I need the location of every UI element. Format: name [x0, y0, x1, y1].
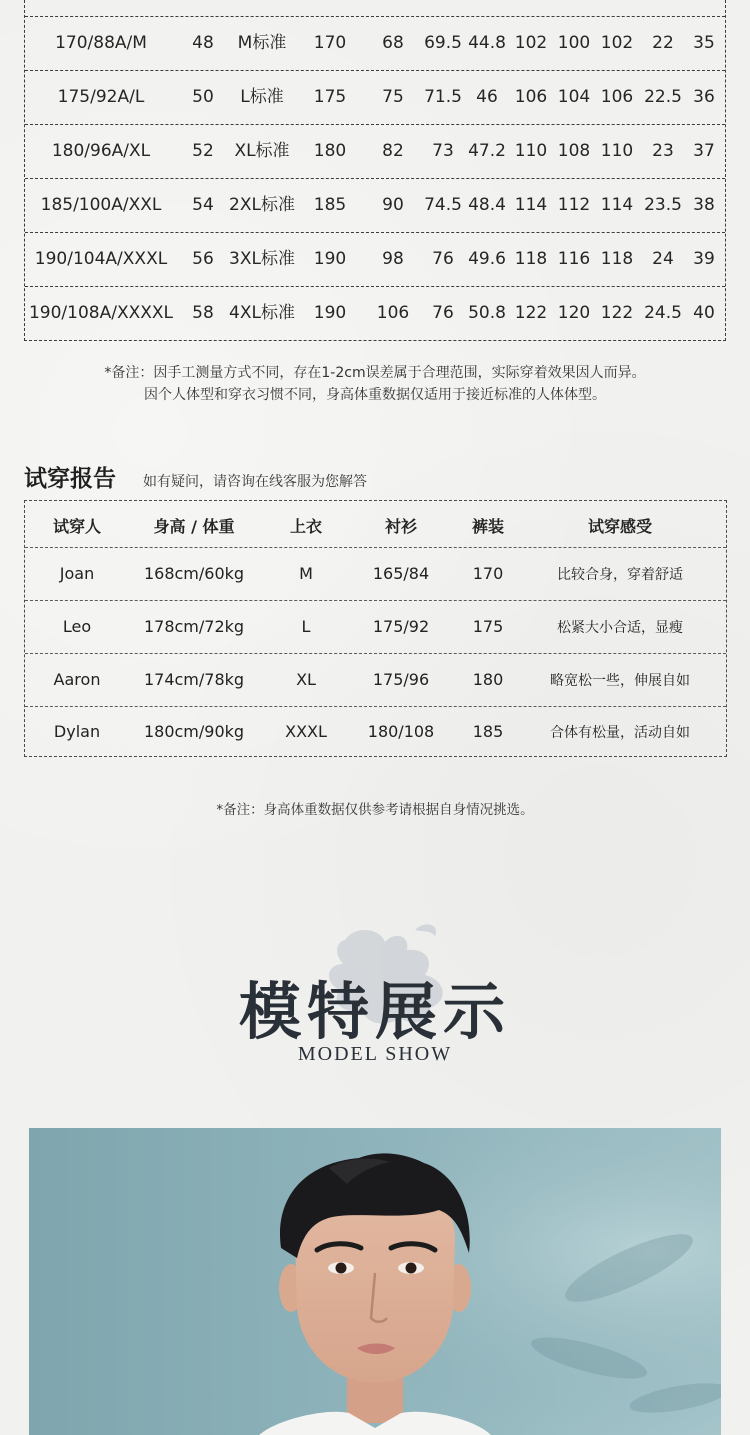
size-cell: 106: [376, 303, 410, 323]
report-cell: 180cm/90kg: [143, 722, 245, 741]
report-cell: 170: [472, 563, 504, 583]
size-cell: 114: [600, 195, 634, 215]
size-chart-table: [24, 0, 726, 341]
report-cell: 合体有松量，活动自如: [550, 725, 690, 741]
report-cell: 175/96: [372, 669, 430, 689]
size-cell: 24: [652, 249, 674, 269]
size-cell: 2XL标准: [229, 195, 295, 215]
report-header-cell: 试穿人: [52, 517, 102, 536]
model-show-title: 模特展示: [238, 975, 511, 1048]
size-cell: 37: [693, 141, 715, 161]
report-cell: 168cm/60kg: [143, 563, 245, 583]
size-cell: 118: [600, 249, 634, 269]
model-portrait-illustration: [29, 1128, 721, 1435]
size-cell: 110: [514, 141, 548, 161]
size-cell: 98: [382, 249, 404, 269]
table-divider: [25, 600, 726, 601]
report-cell: L: [301, 616, 311, 636]
size-cell: 185: [313, 195, 347, 215]
report-cell: 175/92: [372, 616, 430, 636]
size-cell: 100: [557, 33, 591, 53]
size-row: [25, 232, 725, 286]
size-cell: 74.5: [424, 195, 462, 215]
report-cell: XL: [296, 669, 316, 689]
report-cell: Joan: [59, 563, 95, 583]
size-cell: 185/100A/XXL: [40, 195, 162, 215]
report-cell: 比较合身，穿着舒适: [557, 566, 683, 583]
size-row: [25, 124, 725, 178]
report-header-cell: 试穿感受: [587, 517, 653, 536]
table-divider: [25, 653, 726, 654]
size-row: [25, 70, 725, 124]
size-cell: 102: [514, 33, 548, 53]
size-cell: 35: [693, 33, 715, 53]
size-cell: 122: [600, 303, 634, 323]
report-cell: 185: [472, 722, 504, 741]
size-cell: L标准: [240, 87, 284, 107]
model-photo: [29, 1128, 721, 1435]
size-cell: 52: [192, 141, 214, 161]
size-cell: 24.5: [644, 303, 682, 323]
size-cell: 190: [313, 249, 347, 269]
size-cell: 56: [192, 249, 214, 269]
size-row: [25, 286, 725, 340]
report-header-cell: 上衣: [289, 517, 323, 536]
size-cell: 114: [514, 195, 548, 215]
report-cell: Dylan: [53, 722, 101, 741]
size-cell: 75: [382, 87, 404, 107]
size-cell: 69.5: [424, 33, 462, 53]
fitting-report-note: *备注：身高体重数据仅供参考请根据自身情况挑选。: [216, 802, 534, 818]
report-header-cell: 衬衫: [384, 517, 418, 536]
report-header-cell: 裤装: [471, 517, 505, 536]
size-row: [25, 16, 725, 70]
size-cell: XL标准: [234, 141, 290, 161]
report-cell: 略宽松一些，伸展自如: [550, 672, 690, 689]
report-cell: M: [299, 563, 313, 583]
size-cell: 71.5: [424, 87, 462, 107]
size-cell: 104: [557, 87, 591, 107]
table-divider: [25, 706, 726, 707]
size-cell: 175: [313, 87, 347, 107]
size-cell: 120: [557, 303, 591, 323]
size-cell: 48.4: [468, 195, 506, 215]
size-cell: 90: [382, 195, 404, 215]
report-cell: 165/84: [372, 563, 430, 583]
size-cell: 48: [192, 33, 214, 53]
size-cell: 180/96A/XL: [51, 141, 151, 161]
size-cell: 39: [693, 249, 715, 269]
report-cell: Leo: [62, 616, 92, 636]
size-cell: 46: [476, 87, 498, 107]
size-cell: 50.8: [468, 303, 506, 323]
size-cell: 170/88A/M: [55, 33, 147, 53]
size-cell: 180: [313, 141, 347, 161]
size-cell: 22.5: [644, 87, 682, 107]
size-cell: 76: [432, 249, 454, 269]
size-cell: 44.8: [468, 33, 506, 53]
fitting-report-subtitle: 如有疑问，请咨询在线客服为您解答: [143, 474, 367, 490]
size-cell: 190/104A/XXXL: [34, 249, 168, 269]
size-note-line-1: *备注：因手工测量方式不同，存在1-2cm误差属于合理范围，实际穿着效果因人而异。: [104, 365, 646, 381]
size-cell: 3XL标准: [229, 249, 295, 269]
size-cell: 112: [557, 195, 591, 215]
size-cell: 116: [557, 249, 591, 269]
report-cell: XXXL: [285, 722, 327, 741]
report-cell: 178cm/72kg: [143, 616, 245, 636]
size-row: [25, 178, 725, 232]
size-cell: 106: [514, 87, 548, 107]
size-cell: 106: [600, 87, 634, 107]
size-cell: 68: [382, 33, 404, 53]
size-cell: 110: [600, 141, 634, 161]
size-cell: 73: [432, 141, 454, 161]
report-cell: 松紧大小合适，显瘦: [557, 619, 683, 636]
size-cell: 49.6: [468, 249, 506, 269]
size-cell: 190: [313, 303, 347, 323]
size-cell: 4XL标准: [229, 303, 295, 323]
size-cell: 170: [313, 33, 347, 53]
report-cell: Aaron: [53, 669, 101, 689]
size-cell: 190/108A/XXXXL: [28, 303, 174, 323]
size-cell: 50: [192, 87, 214, 107]
fitting-report-title: 试穿报告: [24, 466, 116, 492]
size-cell: 102: [600, 33, 634, 53]
size-cell: 118: [514, 249, 548, 269]
report-cell: 180: [472, 669, 504, 689]
size-cell: 54: [192, 195, 214, 215]
size-cell: M标准: [237, 33, 287, 53]
size-cell: 47.2: [468, 141, 506, 161]
size-cell: 82: [382, 141, 404, 161]
report-cell: 174cm/78kg: [143, 669, 245, 689]
report-header-cell: 身高 / 体重: [153, 517, 235, 536]
size-cell: 22: [652, 33, 674, 53]
size-cell: 40: [693, 303, 715, 323]
size-cell: 175/92A/L: [57, 87, 145, 107]
size-cell: 76: [432, 303, 454, 323]
fitting-report-table: [24, 500, 727, 757]
size-note-line-2: 因个人体型和穿衣习惯不同，身高体重数据仅适用于接近标准的人体体型。: [144, 387, 606, 403]
size-cell: 122: [514, 303, 548, 323]
report-cell: 180/108: [367, 722, 435, 741]
size-cell: 36: [693, 87, 715, 107]
size-cell: 108: [557, 141, 591, 161]
size-cell: 23: [652, 141, 674, 161]
model-show-subtitle: MODEL SHOW: [297, 1043, 453, 1065]
report-cell: 175: [472, 616, 504, 636]
size-cell: 58: [192, 303, 214, 323]
size-cell: 23.5: [644, 195, 682, 215]
size-cell: 38: [693, 195, 715, 215]
table-divider: [25, 547, 726, 548]
